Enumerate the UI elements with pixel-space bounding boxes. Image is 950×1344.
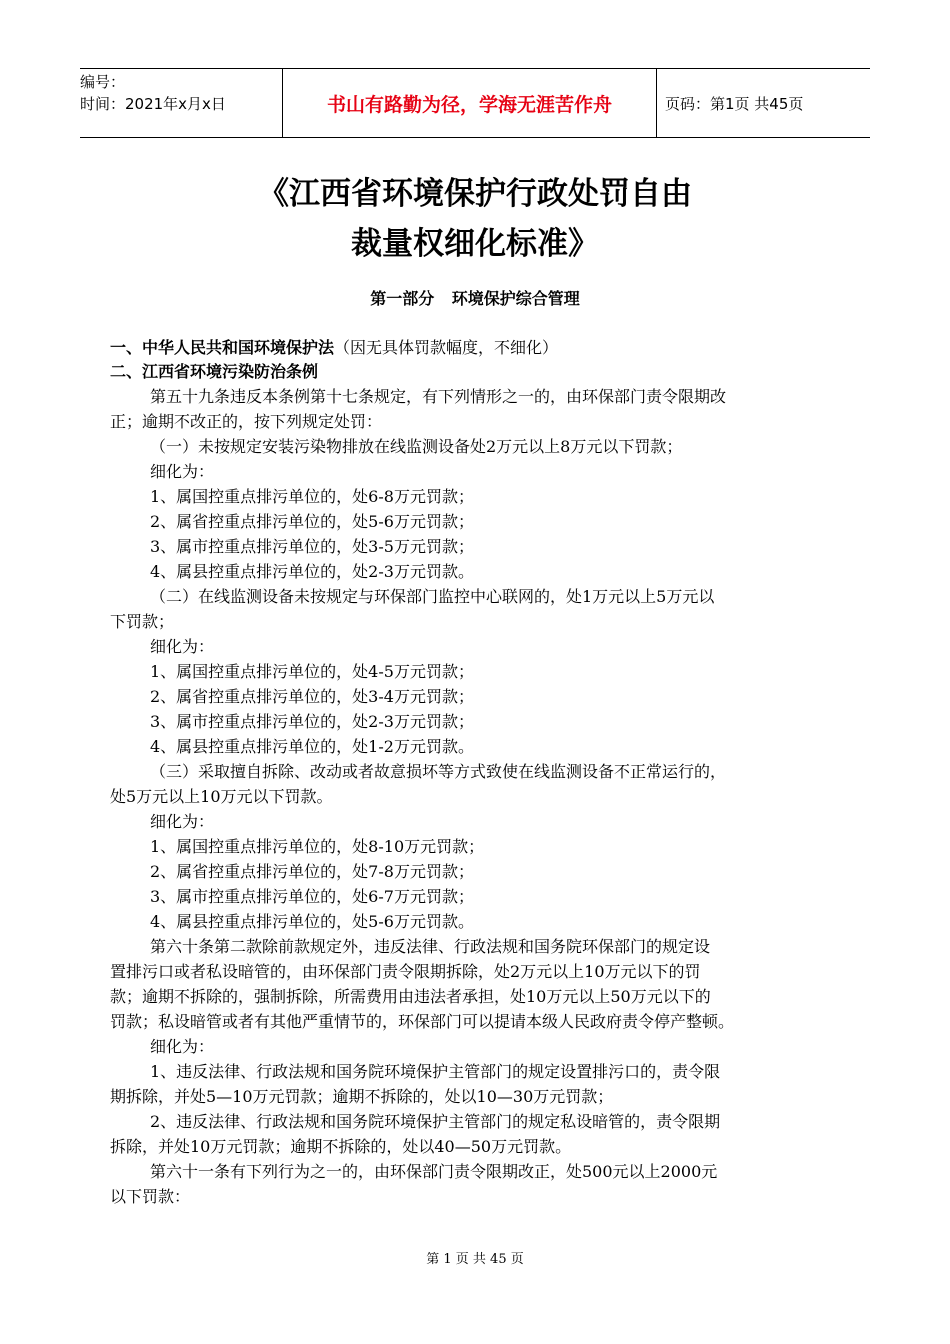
body-line: 下罚款；: [110, 612, 175, 631]
body-line: 期拆除，并处5—10万元罚款；逾期不拆除的，处以10—30万元罚款；: [110, 1087, 614, 1106]
body-line: 3、属市控重点排污单位的，处2-3万元罚款；: [150, 712, 474, 731]
page-footer: 第 1 页 共 45 页: [426, 1252, 524, 1267]
page-header: [80, 68, 870, 138]
body-line: 3、属市控重点排污单位的，处6-7万元罚款；: [150, 887, 474, 906]
body-line: （一）未按规定安装污染物排放在线监测设备处2万元以上8万元以下罚款；: [150, 437, 683, 456]
body-line: 第六十条第二款除前款规定外，违反法律、行政法规和国务院环保部门的规定设: [150, 937, 711, 956]
body-line: （二）在线监测设备未按规定与环保部门监控中心联网的，处1万元以上5万元以: [150, 587, 715, 606]
body-line: 2、属省控重点排污单位的，处7-8万元罚款；: [150, 862, 474, 881]
body-line: 正；逾期不改正的，按下列规定处罚：: [110, 412, 383, 431]
body-line: 细化为：: [150, 1037, 215, 1056]
body-line: 4、属县控重点排污单位的，处1-2万元罚款。: [150, 737, 474, 756]
body-line: 细化为：: [150, 812, 215, 831]
section-heading-2: 二、江西省环境污染防治条例: [110, 362, 319, 381]
body-line: 拆除，并处10万元罚款；逾期不拆除的，处以40—50万元罚款。: [110, 1137, 572, 1156]
body-line: 3、属市控重点排污单位的，处3-5万元罚款；: [150, 537, 474, 556]
section-1-title: 一、中华人民共和国环境保护法: [110, 338, 335, 357]
header-left-cell: [80, 69, 282, 139]
body-line: 4、属县控重点排污单位的，处2-3万元罚款。: [150, 562, 474, 581]
body-line: 1、属国控重点排污单位的，处8-10万元罚款；: [150, 837, 485, 856]
body-line: 以下罚款：: [110, 1187, 191, 1206]
document-title-line2: 裁量权细化标准》: [351, 226, 599, 262]
section-1-note: （因无具体罚款幅度，不细化）: [334, 338, 559, 357]
header-page-info: 页码：第1页 共45页: [665, 94, 804, 113]
body-line: 1、属国控重点排污单位的，处4-5万元罚款；: [150, 662, 474, 681]
body-line: 第五十九条违反本条例第十七条规定，有下列情形之一的，由环保部门责令限期改: [150, 387, 727, 406]
body-line: 2、违反法律、行政法规和国务院环境保护主管部门的规定私设暗管的，责令限期: [150, 1112, 721, 1131]
header-motto: 书山有路勤为径，学海无涯苦作舟: [282, 69, 657, 137]
body-line: 第六十一条有下列行为之一的，由环保部门责令限期改正，处500元以上2000元: [150, 1162, 718, 1181]
body-line: 1、属国控重点排污单位的，处6-8万元罚款；: [150, 487, 474, 506]
date-label: 时间：2021年x月x日: [80, 95, 226, 113]
body-line: 2、属省控重点排污单位的，处5-6万元罚款；: [150, 512, 474, 531]
body-line: 2、属省控重点排污单位的，处3-4万元罚款；: [150, 687, 474, 706]
body-line: 细化为：: [150, 637, 215, 656]
body-line: 细化为：: [150, 462, 215, 481]
body-line: 1、违反法律、行政法规和国务院环境保护主管部门的规定设置排污口的，责令限: [150, 1062, 721, 1081]
body-line: 4、属县控重点排污单位的，处5-6万元罚款。: [150, 912, 474, 931]
serial-label: 编号：: [80, 73, 126, 91]
part-heading: 第一部分 环境保护综合管理: [370, 289, 580, 308]
body-line: 置排污口或者私设暗管的，由环保部门责令限期拆除，处2万元以上10万元以下的罚: [110, 962, 701, 981]
body-line: 款；逾期不拆除的，强制拆除，所需费用由违法者承担，处10万元以上50万元以下的: [110, 987, 711, 1006]
body-line: 处5万元以上10万元以下罚款。: [110, 787, 333, 806]
document-title-line1: 《江西省环境保护行政处罚自由: [258, 176, 692, 212]
body-line: （三）采取擅自拆除、改动或者故意损坏等方式致使在线监测设备不正常运行的，: [150, 762, 727, 781]
section-heading-1: [110, 335, 558, 358]
body-line: 罚款；私设暗管或者有其他严重情节的，环保部门可以提请本级人民政府责令停产整顿。: [110, 1012, 735, 1031]
